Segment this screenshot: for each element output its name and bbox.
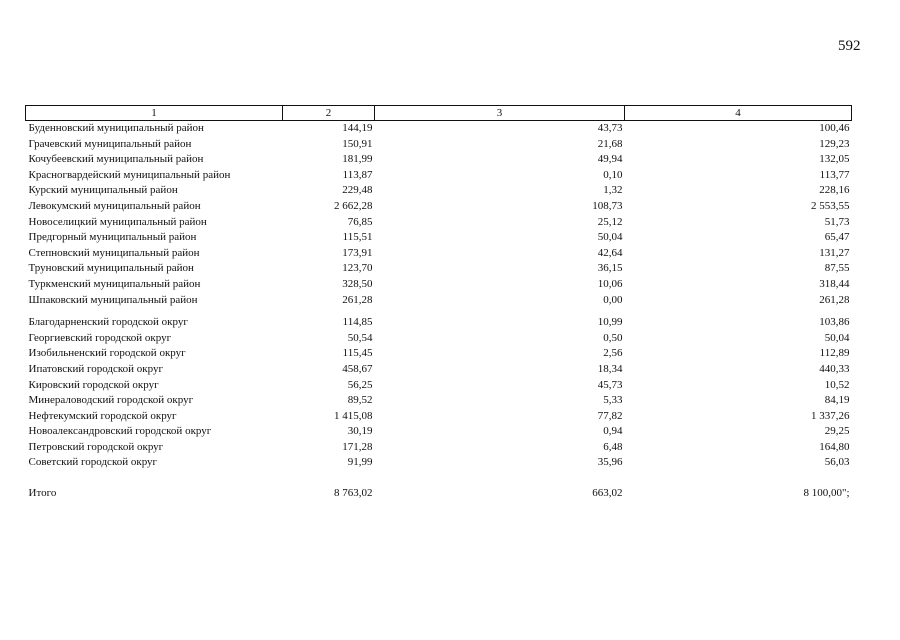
row-value-col4: 100,46 bbox=[819, 122, 850, 134]
row-value-col2: 115,51 bbox=[342, 231, 373, 244]
district-row bbox=[26, 261, 852, 277]
row-name-cell: Труновский муниципальный район bbox=[28, 262, 194, 275]
row-value-col2: 144,19 bbox=[342, 122, 373, 134]
row-name-cell: Георгиевский городской округ bbox=[28, 331, 172, 344]
district-row bbox=[26, 183, 852, 199]
row-value-col3: 18,34 bbox=[597, 362, 623, 375]
row-value-col2: 50,54 bbox=[347, 331, 373, 344]
row-value-col4: 10,52 bbox=[824, 378, 850, 391]
row-value-col2: 56,25 bbox=[347, 378, 373, 391]
row-value-col2: 2 662,28 bbox=[334, 199, 373, 212]
row-value-col3: 663,02 bbox=[592, 487, 623, 500]
row-name-cell: Кировский городской округ bbox=[28, 378, 159, 391]
column-header-2: 2 bbox=[283, 106, 375, 121]
row-name-cell: Красногвардейский муниципальный район bbox=[28, 168, 231, 181]
city-district-row bbox=[26, 409, 852, 425]
district-row bbox=[26, 277, 852, 293]
spacer-row bbox=[26, 471, 852, 486]
city-district-row bbox=[26, 393, 852, 409]
row-name-cell: Нефтекумский городской округ bbox=[28, 409, 177, 422]
row-value-col3: 43,73 bbox=[597, 122, 623, 134]
row-name-cell: Степновский муниципальный район bbox=[28, 246, 200, 259]
row-name-cell: Петровский городской округ bbox=[28, 440, 164, 453]
row-value-col4: 2 553,55 bbox=[811, 199, 850, 212]
row-name-cell: Курский муниципальный район bbox=[28, 184, 178, 197]
row-value-col4: 103,86 bbox=[819, 316, 850, 329]
row-value-col3: 1,32 bbox=[603, 184, 623, 197]
row-value-col2: 229,48 bbox=[342, 184, 373, 197]
row-name-cell: Грачевский муниципальный район bbox=[28, 137, 192, 150]
city-district-row bbox=[26, 440, 852, 456]
district-row bbox=[26, 246, 852, 262]
row-value-col3: 0,94 bbox=[603, 425, 623, 438]
city-district-row bbox=[26, 378, 852, 394]
column-header-4: 4 bbox=[625, 106, 852, 121]
column-header-3: 3 bbox=[375, 106, 625, 121]
row-value-col2: 181,99 bbox=[342, 153, 373, 166]
row-value-col2: 123,70 bbox=[342, 262, 373, 275]
row-value-col4: 8 100,00"; bbox=[803, 487, 850, 500]
row-name-cell: Туркменский муниципальный район bbox=[28, 277, 201, 290]
district-row bbox=[26, 121, 852, 137]
row-value-col3: 0,00 bbox=[603, 293, 623, 306]
row-value-col2: 171,28 bbox=[342, 440, 373, 453]
row-value-col4: 112,89 bbox=[819, 347, 850, 360]
row-value-col4: 84,19 bbox=[824, 394, 850, 407]
district-row bbox=[26, 215, 852, 231]
row-value-col3: 6,48 bbox=[603, 440, 623, 453]
row-value-col2: 261,28 bbox=[342, 293, 373, 306]
row-value-col3: 50,04 bbox=[597, 231, 623, 244]
row-value-col3: 45,73 bbox=[597, 378, 623, 391]
row-value-col2: 115,45 bbox=[342, 347, 373, 360]
row-name-cell: Минераловодский городской округ bbox=[28, 394, 194, 407]
row-value-col2: 173,91 bbox=[342, 246, 373, 259]
city-district-row bbox=[26, 331, 852, 347]
row-value-col4: 164,80 bbox=[819, 440, 850, 453]
city-district-row bbox=[26, 455, 852, 471]
budget-table bbox=[25, 105, 851, 502]
row-name-cell: Новоалександровский городской округ bbox=[28, 425, 212, 438]
row-name-cell: Благодарненский городской округ bbox=[28, 316, 188, 329]
district-row bbox=[26, 137, 852, 153]
row-value-col4: 29,25 bbox=[824, 425, 850, 438]
row-value-col3: 35,96 bbox=[597, 456, 623, 469]
row-value-col3: 49,94 bbox=[597, 153, 623, 166]
row-name-cell: Буденновский муниципальный район bbox=[28, 122, 204, 134]
row-value-col4: 131,27 bbox=[819, 246, 850, 259]
row-value-col4: 132,05 bbox=[819, 153, 850, 166]
row-name-cell: Левокумский муниципальный район bbox=[28, 199, 201, 212]
row-value-col4: 65,47 bbox=[824, 231, 850, 244]
row-value-col4: 261,28 bbox=[819, 293, 850, 306]
city-district-row bbox=[26, 362, 852, 378]
row-value-col2: 76,85 bbox=[347, 215, 373, 228]
city-district-row bbox=[26, 315, 852, 331]
table-header bbox=[26, 106, 852, 121]
row-value-col3: 42,64 bbox=[597, 246, 623, 259]
row-value-col3: 0,10 bbox=[603, 168, 623, 181]
row-value-col2: 1 415,08 bbox=[334, 409, 373, 422]
row-value-col2: 113,87 bbox=[342, 168, 373, 181]
row-value-col3: 77,82 bbox=[597, 409, 623, 422]
row-value-col2: 89,52 bbox=[347, 394, 373, 407]
row-value-col3: 10,06 bbox=[597, 277, 623, 290]
row-name-cell: Ипатовский городской округ bbox=[28, 362, 164, 375]
row-value-col2: 91,99 bbox=[347, 456, 373, 469]
row-name-cell: Итого bbox=[28, 487, 57, 500]
page-number: 592 bbox=[838, 38, 861, 54]
row-value-col4: 56,03 bbox=[824, 456, 850, 469]
row-value-col2: 328,50 bbox=[342, 277, 373, 290]
row-value-col4: 129,23 bbox=[819, 137, 850, 150]
column-header-1: 1 bbox=[26, 106, 283, 121]
district-row bbox=[26, 293, 852, 309]
row-value-col3: 10,99 bbox=[597, 316, 623, 329]
row-value-col3: 0,50 bbox=[603, 331, 623, 344]
row-name-cell: Советский городской округ bbox=[28, 456, 158, 469]
district-row bbox=[26, 168, 852, 184]
row-value-col3: 5,33 bbox=[603, 394, 623, 407]
city-district-row bbox=[26, 424, 852, 440]
row-value-col4: 87,55 bbox=[824, 262, 850, 275]
row-value-col4: 113,77 bbox=[819, 168, 850, 181]
row-value-col3: 108,73 bbox=[592, 199, 623, 212]
row-value-col4: 318,44 bbox=[819, 277, 850, 290]
row-value-col2: 8 763,02 bbox=[334, 487, 373, 500]
row-value-col4: 51,73 bbox=[824, 215, 850, 228]
district-row bbox=[26, 230, 852, 246]
row-value-col4: 228,16 bbox=[819, 184, 850, 197]
row-name-cell: Новоселицкий муниципальный район bbox=[28, 215, 207, 228]
row-value-col2: 458,67 bbox=[342, 362, 373, 375]
district-row bbox=[26, 199, 852, 215]
row-value-col3: 36,15 bbox=[597, 262, 623, 275]
total-row bbox=[26, 486, 852, 502]
spacer-row bbox=[26, 308, 852, 315]
row-name-cell: Предгорный муниципальный район bbox=[28, 231, 197, 244]
row-value-col3: 25,12 bbox=[597, 215, 623, 228]
row-name-cell: Шпаковский муниципальный район bbox=[28, 293, 198, 306]
table-body bbox=[26, 121, 852, 502]
row-value-col2: 114,85 bbox=[342, 316, 373, 329]
row-value-col4: 50,04 bbox=[824, 331, 850, 344]
row-name-cell: Изобильненский городской округ bbox=[28, 347, 186, 360]
row-name-cell: Кочубеевский муниципальный район bbox=[28, 153, 204, 166]
row-value-col4: 440,33 bbox=[819, 362, 850, 375]
row-value-col2: 150,91 bbox=[342, 137, 373, 150]
row-value-col3: 21,68 bbox=[597, 137, 623, 150]
row-value-col4: 1 337,26 bbox=[811, 409, 850, 422]
row-value-col3: 2,56 bbox=[603, 347, 623, 360]
city-district-row bbox=[26, 346, 852, 362]
row-value-col2: 30,19 bbox=[347, 425, 373, 438]
district-row bbox=[26, 152, 852, 168]
